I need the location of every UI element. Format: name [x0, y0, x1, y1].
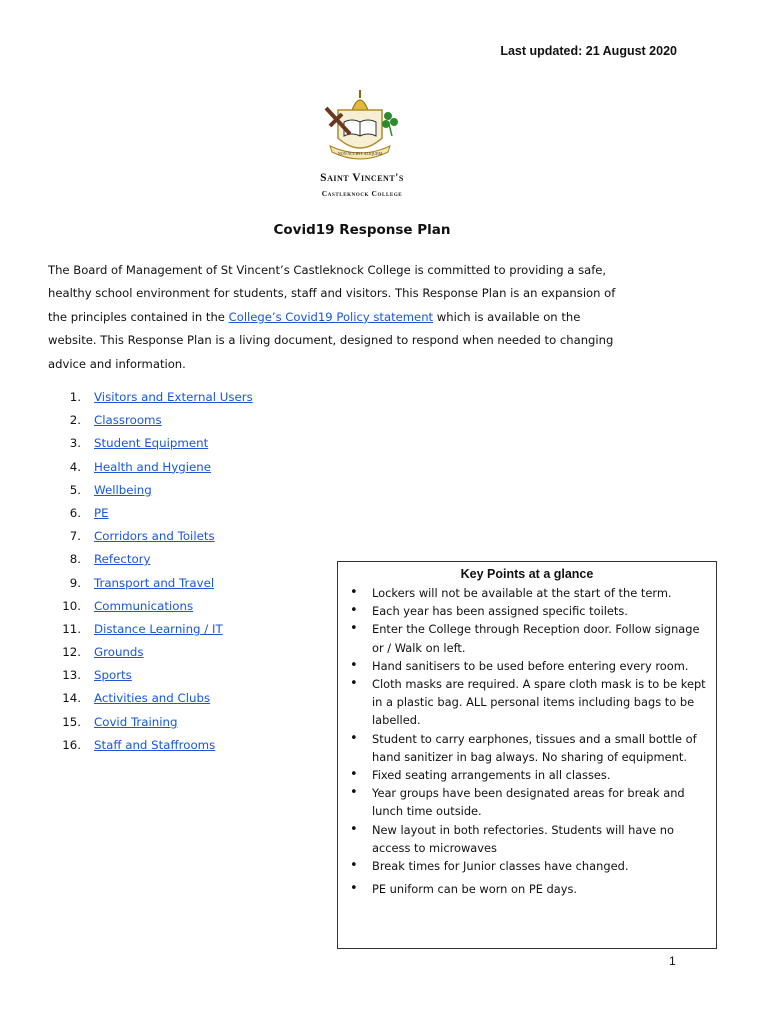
toc-link[interactable]: Refectory: [94, 552, 151, 567]
crest-motto: NON ACCIPIT ALIQUEM: [337, 151, 383, 156]
intro-line: [48, 306, 678, 329]
intro-line: advice and information.: [48, 356, 186, 371]
intro-text: the principles contained in the: [48, 309, 229, 324]
key-point-item: • Fixed seating arrangements in all classes.: [338, 766, 716, 784]
intro-line: website. This Response Plan is a living document, designed to respond when needed to changing: [48, 333, 614, 348]
toc-item: [48, 502, 253, 525]
toc-item: [48, 595, 253, 618]
key-point-item: • Enter the College through Reception door. Follow signage or / Walk on left.: [338, 620, 716, 656]
key-point-item: • Year groups have been designated areas for break and lunch time outside.: [338, 784, 716, 820]
toc-item-number: 12.: [62, 645, 81, 660]
intro-line: healthy school environment for students, staff and visitors. This Response Plan is an expansion of: [48, 286, 616, 301]
toc-link[interactable]: Visitors and External Users: [94, 390, 253, 404]
toc-link[interactable]: Sports: [94, 668, 132, 683]
document-title: Covid19 Response Plan: [273, 222, 451, 238]
toc-item-number: 15.: [62, 714, 81, 729]
toc-item-number: 9.: [69, 575, 81, 590]
toc-item: [48, 386, 253, 409]
school-subtitle: Castleknock College: [321, 189, 403, 198]
last-updated-date: Last updated: 21 August 2020: [500, 44, 677, 58]
college-crest-logo: [312, 88, 408, 168]
toc-item-number: 8.: [69, 552, 81, 567]
toc-item: [48, 664, 253, 687]
toc-item-number: 13.: [62, 668, 81, 683]
intro-text: which is available on the: [433, 309, 581, 324]
school-name: Saint Vincent's: [320, 172, 404, 184]
table-of-contents: [48, 386, 253, 757]
toc-item-number: 2.: [69, 413, 81, 428]
page-number: 1: [669, 954, 676, 968]
toc-item-number: 10.: [62, 598, 81, 613]
intro-line: The Board of Management of St Vincent’s Castleknock College is committed to providing a safe,: [48, 263, 607, 277]
toc-link[interactable]: Grounds: [94, 645, 144, 660]
toc-link[interactable]: Transport and Travel: [94, 575, 215, 590]
key-point-item: • Break times for Junior classes have changed.: [338, 857, 716, 875]
toc-item: [48, 479, 253, 502]
toc-link[interactable]: Activities and Clubs: [94, 691, 211, 706]
toc-link[interactable]: Corridors and Toilets: [94, 529, 215, 544]
toc-item: [48, 687, 253, 710]
toc-item: [48, 456, 253, 479]
key-point-item: • Lockers will not be available at the start of the term.: [338, 584, 716, 602]
toc-link[interactable]: Staff and Staffrooms: [94, 737, 216, 752]
toc-item: [48, 618, 253, 641]
toc-item: [48, 734, 253, 757]
toc-item-number: 1.: [69, 390, 81, 404]
toc-link[interactable]: Health and Hygiene: [94, 459, 212, 474]
covid-policy-statement-link[interactable]: College’s Covid19 Policy statement: [228, 309, 434, 324]
key-point-item: • Cloth masks are required. A spare cloth mask is to be kept in a plastic bag. ALL personal items including bags to be labelled.: [338, 675, 716, 730]
toc-item: [48, 432, 253, 455]
toc-link[interactable]: PE: [94, 505, 109, 520]
toc-item-number: 6.: [69, 505, 81, 520]
toc-item-number: 4.: [69, 459, 81, 474]
toc-item: [48, 548, 253, 571]
key-points-title: Key Points at a glance: [460, 567, 594, 581]
toc-link[interactable]: Wellbeing: [94, 482, 152, 497]
key-points-list: [338, 584, 716, 898]
key-point-item: • PE uniform can be worn on PE days.: [338, 880, 716, 898]
toc-link[interactable]: Covid Training: [94, 714, 178, 729]
key-point-item: • New layout in both refectories. Students will have no access to microwaves: [338, 821, 716, 857]
key-point-item: • Student to carry earphones, tissues and a small bottle of hand sanitizer in bag always. No sharing of equipment.: [338, 730, 716, 766]
toc-item-number: 7.: [69, 529, 81, 544]
toc-item-number: 11.: [62, 621, 81, 636]
toc-link[interactable]: Distance Learning / IT: [94, 621, 223, 636]
toc-link[interactable]: Communications: [94, 598, 194, 613]
toc-item: [48, 572, 253, 595]
toc-item-number: 5.: [69, 482, 81, 497]
key-point-item: • Each year has been assigned specific toilets.: [338, 602, 716, 620]
toc-item: [48, 641, 253, 664]
toc-link[interactable]: Classrooms: [94, 413, 162, 428]
toc-item: [48, 525, 253, 548]
intro-paragraph: [48, 259, 678, 376]
toc-item: [48, 711, 253, 734]
toc-item: [48, 409, 253, 432]
toc-item-number: 14.: [62, 691, 81, 706]
key-points-box: [337, 561, 717, 949]
key-point-item: • Hand sanitisers to be used before entering every room.: [338, 657, 716, 675]
toc-link[interactable]: Student Equipment: [94, 436, 209, 451]
toc-item-number: 16.: [62, 737, 81, 752]
toc-item-number: 3.: [69, 436, 81, 451]
